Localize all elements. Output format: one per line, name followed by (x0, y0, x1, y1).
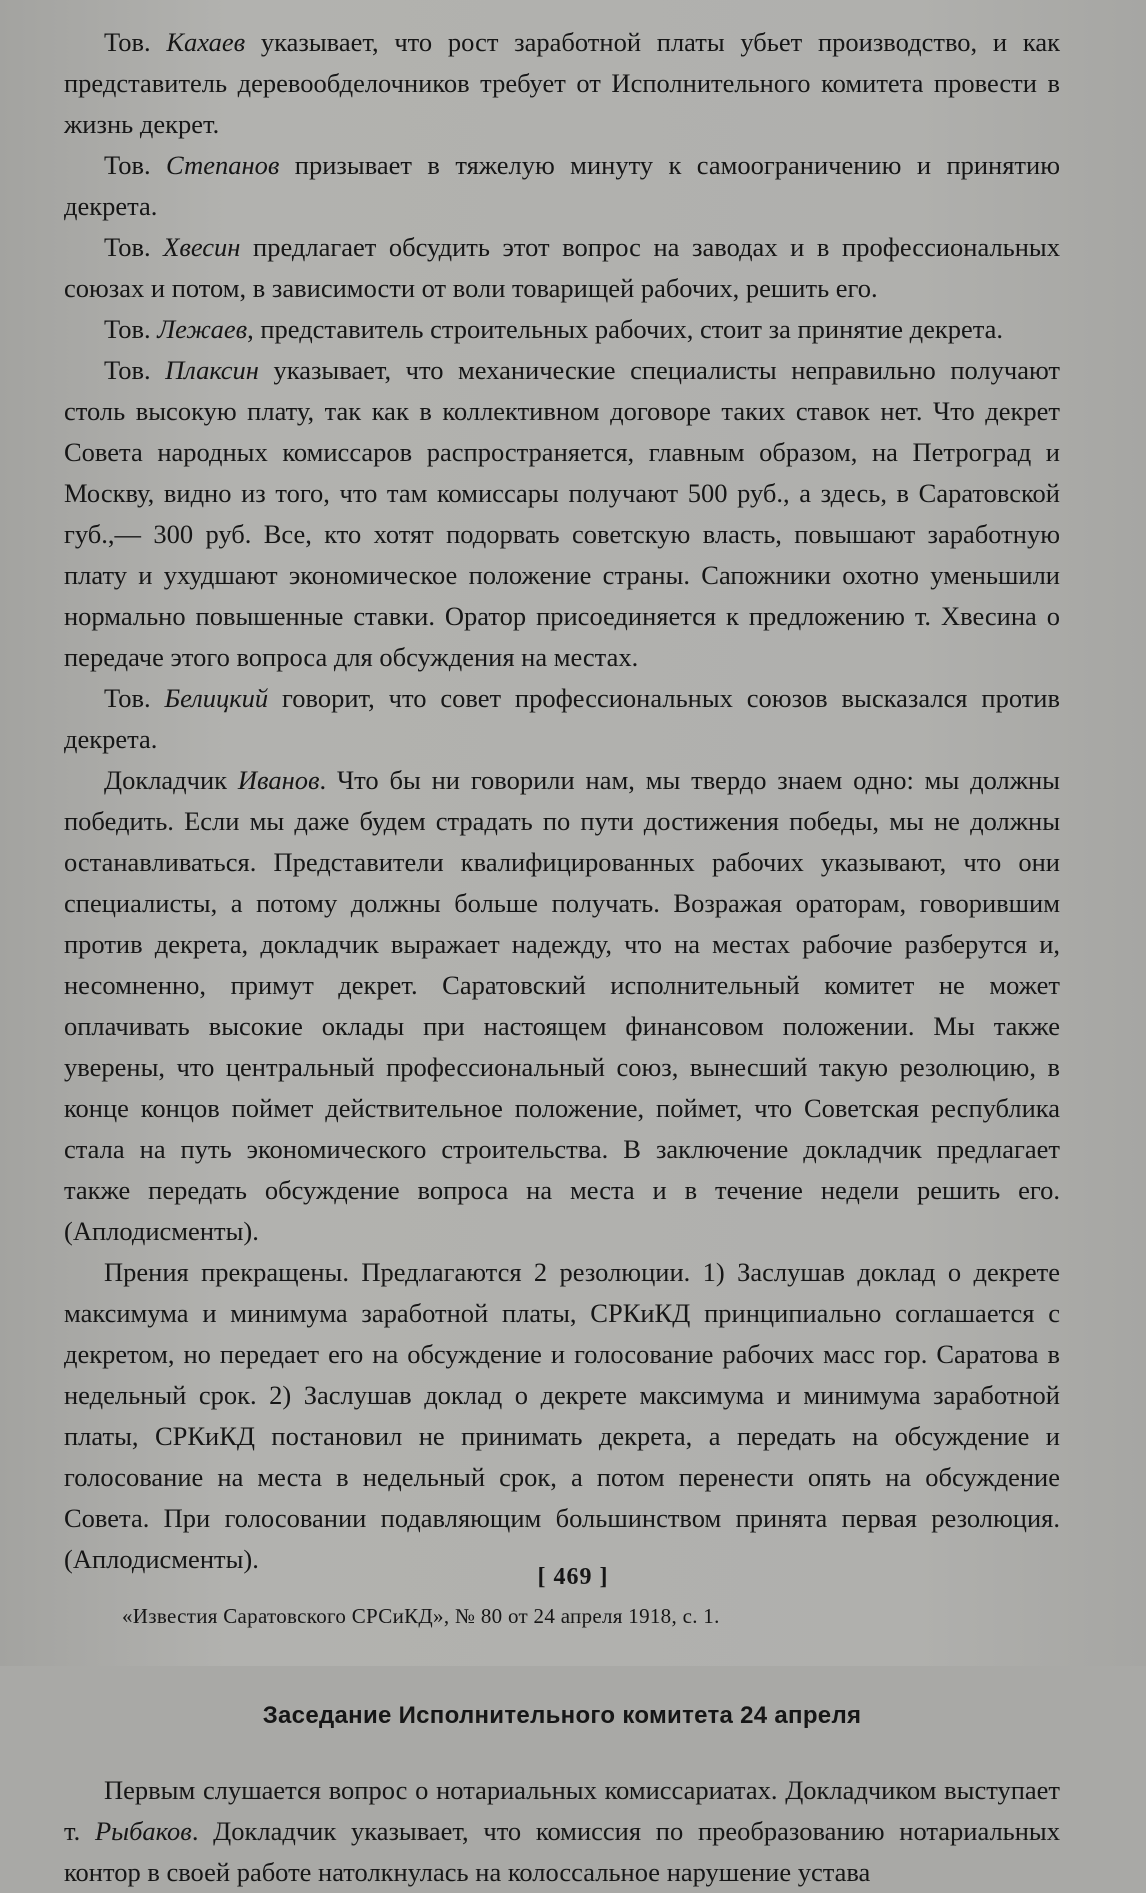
paragraph-lezhaev: Тов. Лежаев, представитель строительных рабочих, стоит за принятие декрета. (104, 314, 1004, 344)
speaker-name: Белицкий (164, 683, 269, 713)
paragraph-notarial: Первым слушается вопрос о нотариальных комиссариатах. Докладчиком выступает т. Рыбаков. Докладчик указывает, что комиссия по преобразованию нотариальных контор в своей работе натолкнулась на колоссальное нарушение устава (64, 1775, 1060, 1887)
paragraph-khvesin: Тов. Хвесин предлагает обсудить этот вопрос на заводах и в профессиональных союзах и потом, в зависимости от воли товарищей рабочих, решить его. (64, 232, 1060, 303)
paragraph-belitsky: Тов. Белицкий говорит, что совет профессиональных союзов высказался против декрета. (64, 683, 1060, 754)
source-citation: «Известия Саратовского СРСиКД», № 80 от 24 апреля 1918, с. 1. (122, 1604, 720, 1628)
speaker-name: Лежаев (157, 314, 248, 344)
paragraph-stepanov: Тов. Степанов призывает в тяжелую минуту к самоограничению и принятию декрета. (64, 150, 1060, 221)
paragraph-plaksin: Тов. Плаксин указывает, что механические специалисты неправильно получают столь высокую плату, так как в коллективном договоре таких ставок нет. Что декрет Совета народных комиссаров распространяется, главным образом, на Петроград и Москву, видно из того, что там комиссары получают 500 руб., а здесь, в Саратовской губ.,— 300 руб. Все, кто хотят подорвать советскую власть, повышают заработную плату и ухудшают экономическое положение страны. Сапожники охотно уменьшили нормально повышенные ставки. Оратор присоединяется к предложению т. Хвесина о передаче этого вопроса для обсуждения на местах. (64, 355, 1060, 672)
page-number: [ 469 ] (537, 1564, 609, 1590)
paragraph-resolutions: Прения прекращены. Предлагаются 2 резолюции. 1) Заслушав доклад о декрете максимума и минимума заработной платы, СРКиКД принципиально соглашается с декретом, но передает его на обсуждение и голосование рабочих масс гор. Саратова в недельный срок. 2) Заслушав доклад о декрете максимума и минимума заработной платы, СРКиКД постановил не принимать декрета, а передать на обсуждение и голосование на места в недельный срок, а потом перенести опять на обсуждение Совета. При голосовании подавляющим большинством принята первая резолюция. (Аплодисменты). (64, 1257, 1060, 1574)
speaker-name: Хвесин (163, 232, 241, 262)
speaker-name: Рыбаков (94, 1816, 192, 1846)
speaker-name: Иванов (237, 765, 320, 795)
body-text (64, 22, 1060, 1580)
paragraph-ivanov: Докладчик Иванов. Что бы ни говорили нам, мы твердо знаем одно: мы должны победить. Если мы даже будем страдать по пути достижения победы, мы не должны останавливаться. Представители квалифицированных рабочих указывают, что они специалисты, а потому должны больше получать. Возражая ораторам, говорившим против декрета, докладчик выражает надежду, что на местах рабочие разберутся и, несомненно, примут декрет. Саратовский исполнительный комитет не может оплачивать высокие оклады при настоящем финансовом положении. Мы также уверены, что центральный профессиональный союз, вынесший такую резолюцию, в конце концов поймет действительное положение, поймет, что Советская республика стала на путь экономического строительства. В заключение докладчик предлагает также передать обсуждение вопроса на места и в течение недели решить его. (Аплодисменты). (64, 765, 1060, 1246)
speaker-name: Степанов (166, 150, 280, 180)
paragraph-kakhaev: Тов. Кахаев указывает, что рост заработной платы убьет производство, и как представитель деревообделочников требует от Исполнительного комитета провести в жизнь декрет. (64, 27, 1060, 139)
speaker-name: Кахаев (166, 27, 246, 57)
section-heading: Заседание Исполнительного комитета 24 апреля (262, 1702, 862, 1729)
speaker-name: Плаксин (165, 355, 259, 385)
